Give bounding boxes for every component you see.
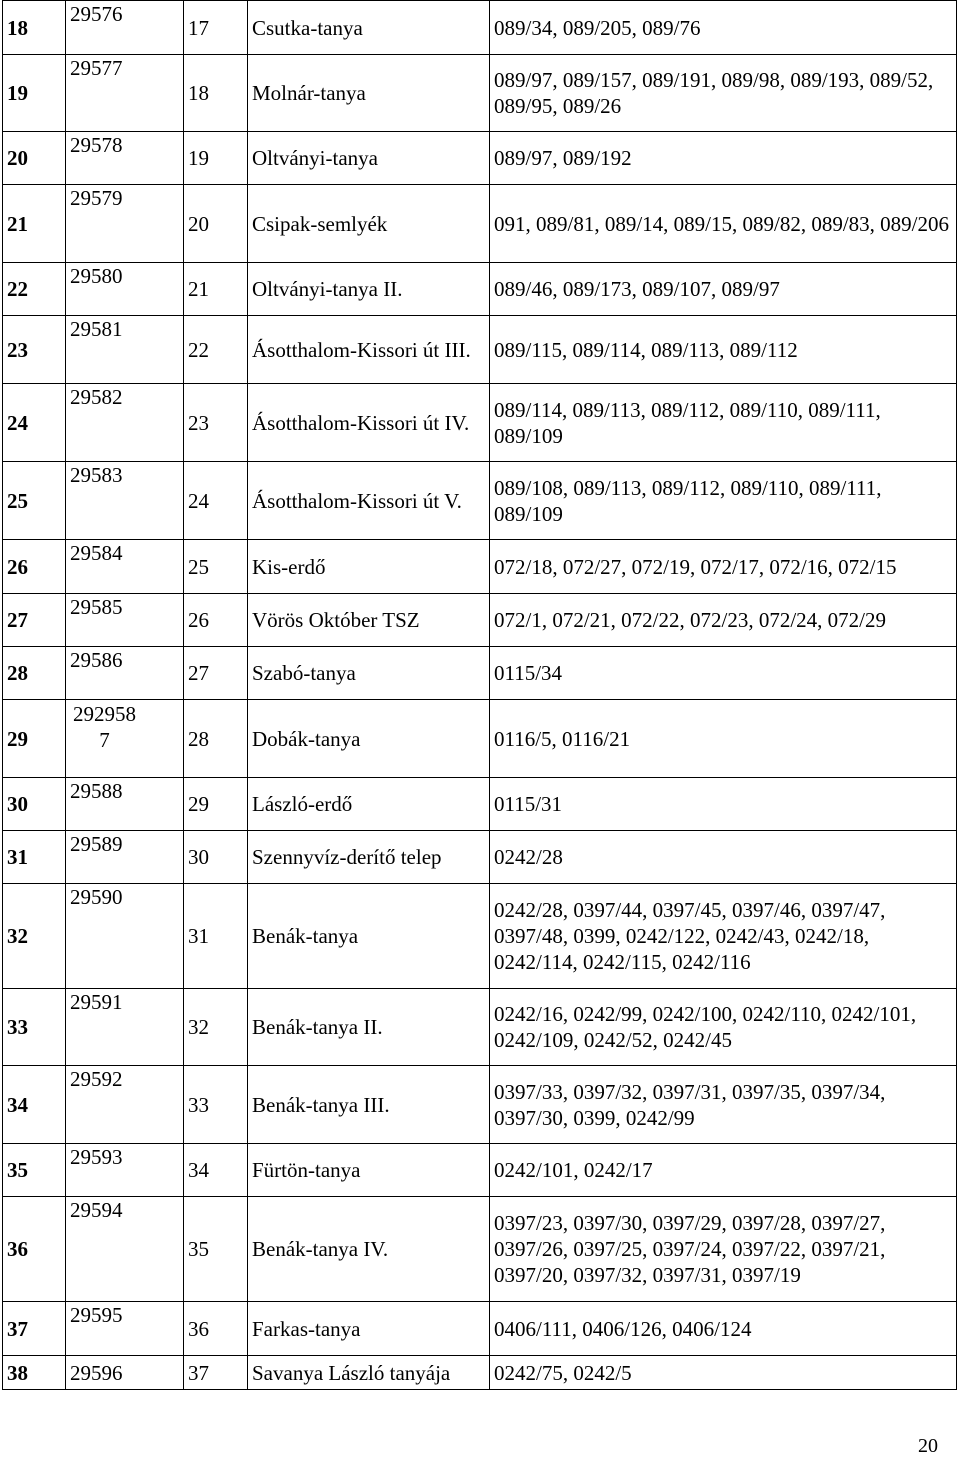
row-name: Benák-tanya [248,884,490,989]
row-parcels: 0242/75, 0242/5 [490,1356,957,1390]
row-index: 18 [3,1,66,55]
table-row [3,594,957,647]
row-parcels: 0397/33, 0397/32, 0397/31, 0397/35, 0397/34, 0397/30, 0399, 0242/99 [490,1066,957,1144]
row-index: 19 [3,55,66,132]
row-number: 28 [184,700,248,778]
row-name: Benák-tanya III. [248,1066,490,1144]
row-number: 23 [184,384,248,462]
table-row [3,132,957,185]
row-index: 31 [3,831,66,884]
row-index: 24 [3,384,66,462]
row-number: 31 [184,884,248,989]
row-code: 29579 [66,185,184,263]
row-code: 29596 [66,1356,184,1390]
table-row [3,185,957,263]
row-code: 29590 [66,884,184,989]
row-number: 24 [184,462,248,540]
row-number: 35 [184,1197,248,1302]
row-name: Csutka-tanya [248,1,490,55]
row-index: 37 [3,1302,66,1356]
row-index: 27 [3,594,66,647]
row-index: 28 [3,647,66,700]
table-row [3,884,957,989]
row-parcels: 0406/111, 0406/126, 0406/124 [490,1302,957,1356]
row-code: 29581 [66,316,184,384]
row-parcels: 0115/31 [490,778,957,831]
row-index: 30 [3,778,66,831]
row-parcels: 089/46, 089/173, 089/107, 089/97 [490,263,957,316]
row-parcels: 089/97, 089/157, 089/191, 089/98, 089/193, 089/52, 089/95, 089/26 [490,55,957,132]
row-index: 21 [3,185,66,263]
row-number: 32 [184,989,248,1066]
row-parcels: 0242/28 [490,831,957,884]
row-code: 29578 [66,132,184,185]
row-index: 36 [3,1197,66,1302]
row-code: 29592 [66,1066,184,1144]
row-parcels: 089/34, 089/205, 089/76 [490,1,957,55]
row-number: 17 [184,1,248,55]
table-row [3,55,957,132]
row-number: 29 [184,778,248,831]
row-number: 20 [184,185,248,263]
row-parcels: 0116/5, 0116/21 [490,700,957,778]
row-name: Ásotthalom-Kissori út V. [248,462,490,540]
row-parcels: 0242/101, 0242/17 [490,1144,957,1197]
table-row [3,1,957,55]
row-code: 29594 [66,1197,184,1302]
row-parcels: 089/108, 089/113, 089/112, 089/110, 089/111, 089/109 [490,462,957,540]
table-row [3,1302,957,1356]
row-parcels: 089/97, 089/192 [490,132,957,185]
row-index: 22 [3,263,66,316]
page-number: 20 [918,1435,938,1457]
table-row [3,989,957,1066]
row-number: 30 [184,831,248,884]
row-number: 26 [184,594,248,647]
table-row [3,1356,957,1390]
row-parcels: 072/18, 072/27, 072/19, 072/17, 072/16, 072/15 [490,540,957,594]
row-parcels: 0242/28, 0397/44, 0397/45, 0397/46, 0397/47, 0397/48, 0399, 0242/122, 0242/43, 0242/18, 0242/114, 0242/115, 0242/116 [490,884,957,989]
row-code: 29588 [66,778,184,831]
row-name: Molnár-tanya [248,55,490,132]
row-index: 23 [3,316,66,384]
row-number: 25 [184,540,248,594]
row-name: Csipak-semlyék [248,185,490,263]
row-code: 29586 [66,647,184,700]
row-code: 29583 [66,462,184,540]
row-name: Benák-tanya IV. [248,1197,490,1302]
row-name: László-erdő [248,778,490,831]
row-code: 292958 7 [66,700,184,778]
row-number: 36 [184,1302,248,1356]
row-name: Oltványi-tanya II. [248,263,490,316]
row-name: Szabó-tanya [248,647,490,700]
row-parcels: 089/115, 089/114, 089/113, 089/112 [490,316,957,384]
row-parcels: 0242/16, 0242/99, 0242/100, 0242/110, 0242/101, 0242/109, 0242/52, 0242/45 [490,989,957,1066]
row-code: 29591 [66,989,184,1066]
row-code: 29593 [66,1144,184,1197]
table-row [3,700,957,778]
row-number: 18 [184,55,248,132]
row-name: Fürtön-tanya [248,1144,490,1197]
row-name: Benák-tanya II. [248,989,490,1066]
row-name: Ásotthalom-Kissori út III. [248,316,490,384]
row-code: 29585 [66,594,184,647]
row-parcels: 091, 089/81, 089/14, 089/15, 089/82, 089/83, 089/206 [490,185,957,263]
row-index: 34 [3,1066,66,1144]
row-number: 37 [184,1356,248,1390]
table-row [3,316,957,384]
row-name: Farkas-tanya [248,1302,490,1356]
row-code: 29589 [66,831,184,884]
row-code: 29584 [66,540,184,594]
row-number: 22 [184,316,248,384]
table-row [3,1066,957,1144]
parcel-table [2,0,957,1390]
row-name: Ásotthalom-Kissori út IV. [248,384,490,462]
table-row [3,462,957,540]
row-parcels: 072/1, 072/21, 072/22, 072/23, 072/24, 072/29 [490,594,957,647]
table-row [3,647,957,700]
row-index: 25 [3,462,66,540]
table-row [3,263,957,316]
row-code: 29582 [66,384,184,462]
row-number: 21 [184,263,248,316]
row-name: Kis-erdő [248,540,490,594]
row-index: 38 [3,1356,66,1390]
row-index: 26 [3,540,66,594]
row-index: 29 [3,700,66,778]
table-row [3,540,957,594]
row-parcels: 0397/23, 0397/30, 0397/29, 0397/28, 0397/27, 0397/26, 0397/25, 0397/24, 0397/22, 0397/21, 0397/20, 0397/32, 0397/31, 0397/19 [490,1197,957,1302]
row-code: 29595 [66,1302,184,1356]
row-name: Vörös Október TSZ [248,594,490,647]
row-name: Szennyvíz-derítő telep [248,831,490,884]
table-row [3,831,957,884]
table-row [3,384,957,462]
row-name: Savanya László tanyája [248,1356,490,1390]
row-parcels: 0115/34 [490,647,957,700]
row-number: 34 [184,1144,248,1197]
row-parcels: 089/114, 089/113, 089/112, 089/110, 089/111, 089/109 [490,384,957,462]
row-index: 32 [3,884,66,989]
table-body [3,1,957,1390]
row-number: 33 [184,1066,248,1144]
table-row [3,778,957,831]
row-index: 35 [3,1144,66,1197]
row-number: 19 [184,132,248,185]
table-row [3,1197,957,1302]
row-index: 33 [3,989,66,1066]
row-name: Oltványi-tanya [248,132,490,185]
table-row [3,1144,957,1197]
row-code: 29577 [66,55,184,132]
row-code: 29576 [66,1,184,55]
row-code: 29580 [66,263,184,316]
row-name: Dobák-tanya [248,700,490,778]
row-index: 20 [3,132,66,185]
row-number: 27 [184,647,248,700]
